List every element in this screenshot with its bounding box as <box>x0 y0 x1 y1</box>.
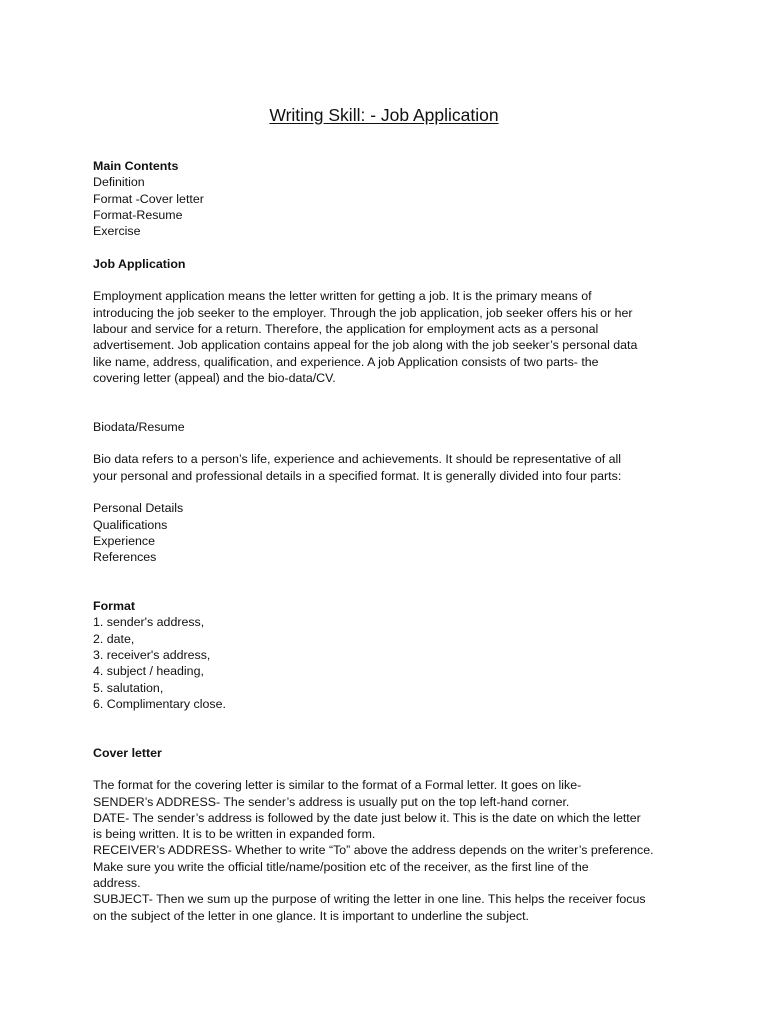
paragraph-line: RECEIVER’s ADDRESS- Whether to write “To” above the address depends on the writer’s preference. <box>93 843 654 858</box>
paragraph-line: The format for the covering letter is similar to the format of a Formal letter. It goes on like- <box>93 778 582 793</box>
paragraph-line: your personal and professional details in a specified format. It is generally divided into four parts: <box>93 468 622 483</box>
format-item: 4. subject / heading, <box>93 664 204 679</box>
format-item: 5. salutation, <box>93 680 164 695</box>
paragraph-line: SENDER’s ADDRESS- The sender’s address is usually put on the top left-hand corner. <box>93 794 570 809</box>
biodata-part: Experience <box>93 533 155 548</box>
job-application-section <box>93 256 683 386</box>
paragraph-line: covering letter (appeal) and the bio-data/CV. <box>93 370 336 385</box>
biodata-section <box>93 419 683 566</box>
main-contents-item: Definition <box>93 175 145 190</box>
paragraph-line: Make sure you write the official title/name/position etc of the receiver, as the first line of the <box>93 859 589 874</box>
format-item: 3. receiver's address, <box>93 647 211 662</box>
biodata-part: Personal Details <box>93 501 184 516</box>
main-contents-item: Format-Resume <box>93 207 183 222</box>
main-contents-item: Format -Cover letter <box>93 191 204 206</box>
cover-letter-section <box>93 745 683 924</box>
paragraph-line: address. <box>93 876 141 891</box>
job-application-heading: Job Application <box>93 256 186 271</box>
format-section <box>93 598 683 712</box>
main-contents-heading: Main Contents <box>93 159 179 173</box>
paragraph-line: on the subject of the letter in one glance. It is important to underline the subject. <box>93 908 530 923</box>
main-contents-item: Exercise <box>93 224 141 239</box>
main-contents-section <box>93 158 683 239</box>
format-item: 2. date, <box>93 631 135 646</box>
format-heading: Format <box>93 599 135 614</box>
paragraph-line: introducing the job seeker to the employer. Through the job application, job seeker offers his or her <box>93 305 633 320</box>
paragraph-line: like name, address, qualification, and experience. A job Application consists of two parts- the <box>93 354 599 369</box>
format-item: 6. Complimentary close. <box>93 696 226 711</box>
format-item: 1. sender's address, <box>93 615 205 630</box>
paragraph-line: is being written. It is to be written in expanded form. <box>93 827 376 842</box>
biodata-part: Qualifications <box>93 517 168 532</box>
page-title: Writing Skill: - Job Application <box>269 105 499 125</box>
paragraph-line: advertisement. Job application contains appeal for the job along with the job seeker’s personal data <box>93 338 638 353</box>
paragraph-line: DATE- The sender’s address is followed by the date just below it. This is the date on which the letter <box>93 810 641 825</box>
biodata-heading: Biodata/Resume <box>93 419 185 434</box>
biodata-part: References <box>93 550 157 565</box>
paragraph-line: Employment application means the letter written for getting a job. It is the primary means of <box>93 289 592 304</box>
document-body <box>93 104 683 924</box>
paragraph-line: labour and service for a return. Therefore, the application for employment acts as a personal <box>93 321 599 336</box>
paragraph-line: SUBJECT- Then we sum up the purpose of writing the letter in one line. This helps the receiver focus <box>93 892 646 907</box>
paragraph-line: Bio data refers to a person’s life, experience and achievements. It should be representative of all <box>93 452 622 467</box>
cover-letter-heading: Cover letter <box>93 745 162 760</box>
